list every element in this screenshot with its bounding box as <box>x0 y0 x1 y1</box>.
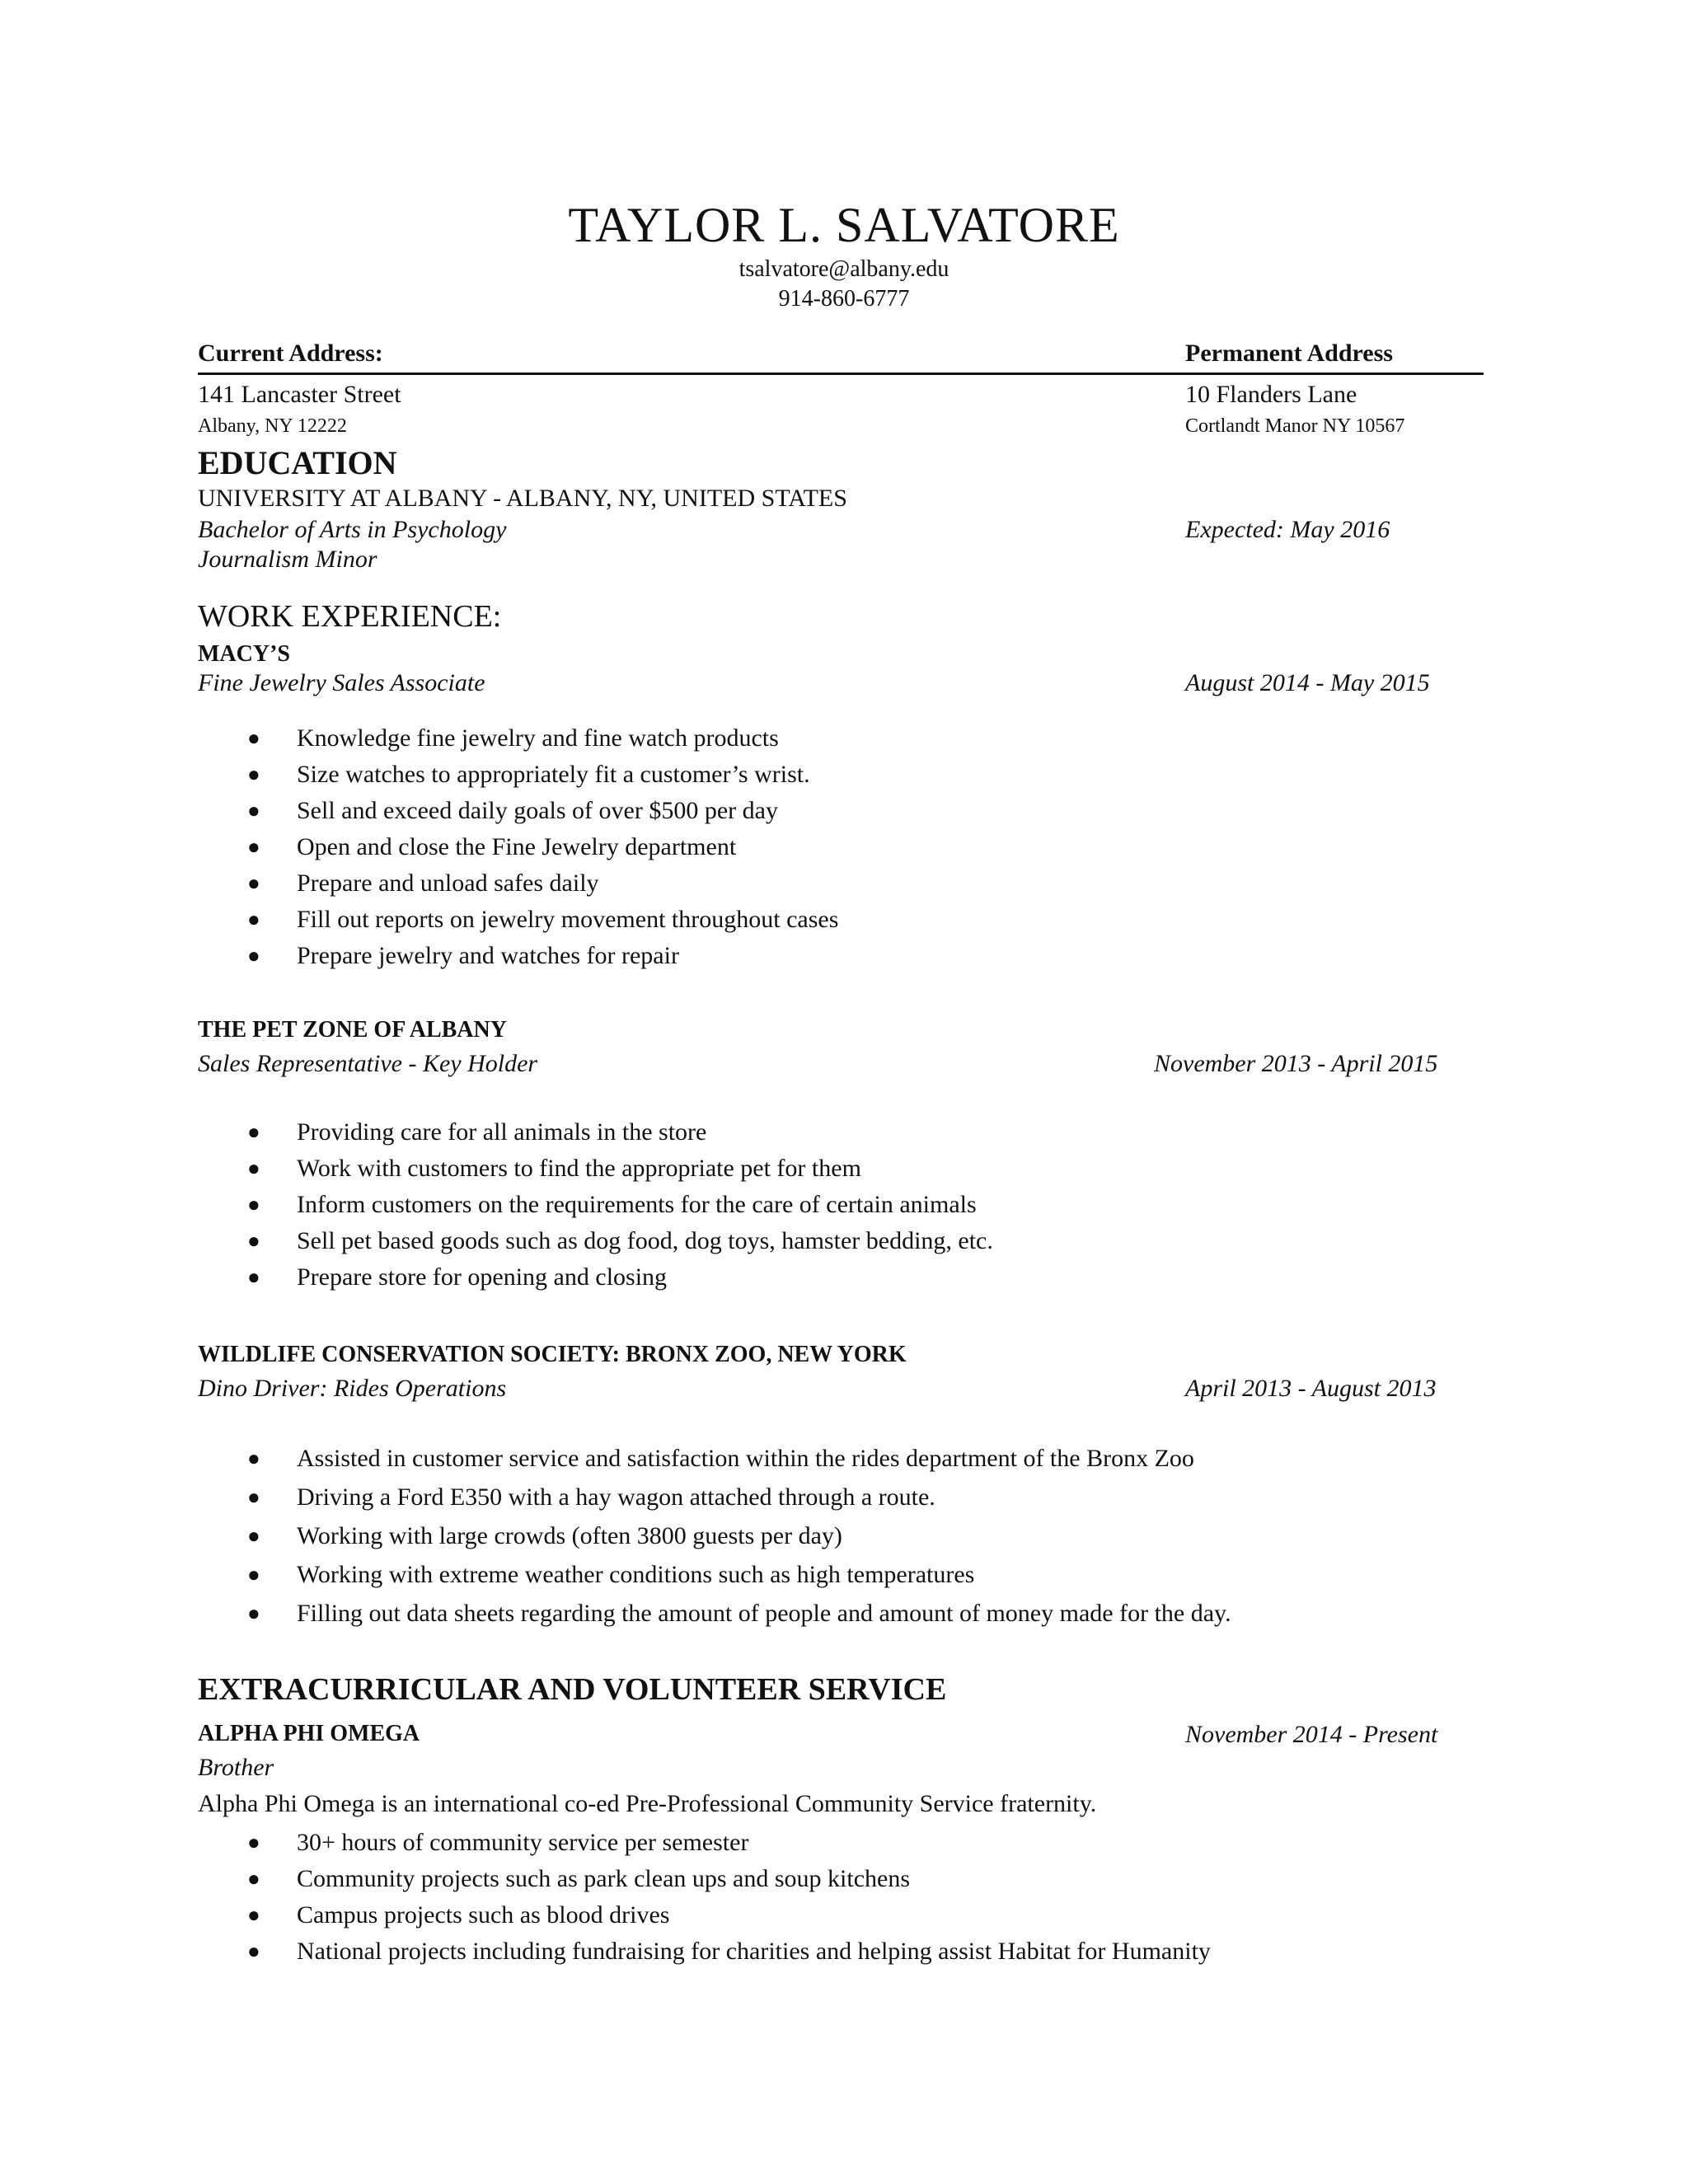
bullet-icon: ● <box>247 762 260 786</box>
list-item: ● Assisted in customer service and satisfaction within the rides department of the Bronx Zoo <box>0 1439 1688 1478</box>
degree: Bachelor of Arts in Psychology <box>198 516 507 543</box>
list-item: ● Open and close the Fine Jewelry department <box>0 829 1688 865</box>
extracurricular-heading: EXTRACURRICULAR AND VOLUNTEER SERVICE <box>198 1672 947 1707</box>
phone-number: 914-860-6777 <box>778 286 910 312</box>
address-divider <box>198 373 1484 375</box>
job-dates: August 2014 - May 2015 <box>1185 669 1430 696</box>
list-item: ● Sell and exceed daily goals of over $500 per day <box>0 793 1688 829</box>
bullet-icon: ● <box>247 1903 260 1927</box>
list-item: ● Driving a Ford E350 with a hay wagon attached through a route. <box>0 1478 1688 1516</box>
bullet-icon: ● <box>247 799 260 823</box>
list-item: ● Providing care for all animals in the store <box>0 1114 1688 1151</box>
bullet-icon: ● <box>247 1939 260 1963</box>
organization-role: Brother <box>198 1754 274 1781</box>
permanent-address-line1: 10 Flanders Lane <box>1185 381 1357 408</box>
school-name: UNIVERSITY AT ALBANY - ALBANY, NY, UNITED STATES <box>198 485 847 512</box>
list-item: ● Campus projects such as blood drives <box>0 1897 1688 1933</box>
job-title: Dino Driver: Rides Operations <box>198 1375 507 1402</box>
bullet-icon: ● <box>247 1446 260 1470</box>
job-dates: April 2013 - August 2013 <box>1185 1375 1437 1402</box>
current-address-line2: Albany, NY 12222 <box>198 415 347 437</box>
minor: Journalism Minor <box>198 546 377 573</box>
list-item: ● Work with customers to find the appropriate pet for them <box>0 1151 1688 1187</box>
list-item: ● Prepare and unload safes daily <box>0 865 1688 902</box>
current-address-label: Current Address: <box>198 340 383 367</box>
bullet-icon: ● <box>247 1601 260 1625</box>
job-bullet-list <box>0 1439 1688 1633</box>
list-item: ● Working with extreme weather conditions such as high temperatures <box>0 1555 1688 1594</box>
job-bullet-list <box>0 1114 1688 1296</box>
list-item: ● Community projects such as park clean ups and soup kitchens <box>0 1861 1688 1897</box>
bullet-icon: ● <box>247 1485 260 1509</box>
bullet-icon: ● <box>247 944 260 968</box>
organization-description: Alpha Phi Omega is an international co-ed Pre-Professional Community Service fraternity. <box>198 1790 1097 1817</box>
organization-dates: November 2014 - Present <box>1185 1721 1438 1748</box>
job-dates: November 2013 - April 2015 <box>1154 1050 1438 1077</box>
current-address-line1: 141 Lancaster Street <box>198 381 401 408</box>
permanent-address-line2: Cortlandt Manor NY 10567 <box>1185 415 1405 437</box>
list-item: ● Prepare jewelry and watches for repair <box>0 938 1688 974</box>
list-item: ● Prepare store for opening and closing <box>0 1259 1688 1296</box>
list-item: ● Inform customers on the requirements for the care of certain animals <box>0 1187 1688 1223</box>
job-title: Fine Jewelry Sales Associate <box>198 669 485 696</box>
work-experience-heading: WORK EXPERIENCE: <box>198 599 502 634</box>
organization-bullet-list <box>0 1825 1688 1970</box>
bullet-icon: ● <box>247 726 260 750</box>
email-address: tsalvatore@albany.edu <box>738 256 950 282</box>
bullet-icon: ● <box>247 1830 260 1854</box>
employer-name: THE PET ZONE OF ALBANY <box>198 1017 507 1043</box>
list-item: ● Filling out data sheets regarding the amount of people and amount of money made for the day. <box>0 1594 1688 1633</box>
education-heading: EDUCATION <box>198 444 397 481</box>
employer-name: WILDLIFE CONSERVATION SOCIETY: BRONX ZOO, NEW YORK <box>198 1342 907 1367</box>
list-item: ● Knowledge fine jewelry and fine watch products <box>0 720 1688 757</box>
list-item: ● Sell pet based goods such as dog food, dog toys, hamster bedding, etc. <box>0 1223 1688 1259</box>
candidate-name: TAYLOR L. SALVATORE <box>568 198 1120 252</box>
bullet-icon: ● <box>247 835 260 859</box>
job-bullet-list <box>0 720 1688 974</box>
list-item: ● Fill out reports on jewelry movement throughout cases <box>0 902 1688 938</box>
job-title: Sales Representative - Key Holder <box>198 1050 538 1077</box>
list-item: ● Size watches to appropriately fit a customer’s wrist. <box>0 757 1688 793</box>
bullet-icon: ● <box>247 1524 260 1548</box>
bullet-icon: ● <box>247 1867 260 1891</box>
permanent-address-label: Permanent Address <box>1185 340 1393 367</box>
bullet-icon: ● <box>247 1265 260 1289</box>
bullet-icon: ● <box>247 1193 260 1216</box>
employer-name: MACY’S <box>198 641 290 667</box>
organization-name: ALPHA PHI OMEGA <box>198 1721 420 1746</box>
bullet-icon: ● <box>247 1229 260 1253</box>
bullet-icon: ● <box>247 907 260 931</box>
list-item: ● National projects including fundraising for charities and helping assist Habitat for Humanity <box>0 1933 1688 1970</box>
list-item: ● 30+ hours of community service per semester <box>0 1825 1688 1861</box>
bullet-icon: ● <box>247 1156 260 1180</box>
list-item: ● Working with large crowds (often 3800 guests per day) <box>0 1516 1688 1555</box>
bullet-icon: ● <box>247 871 260 895</box>
graduation-date: Expected: May 2016 <box>1185 516 1390 543</box>
bullet-icon: ● <box>247 1563 260 1586</box>
bullet-icon: ● <box>247 1120 260 1144</box>
